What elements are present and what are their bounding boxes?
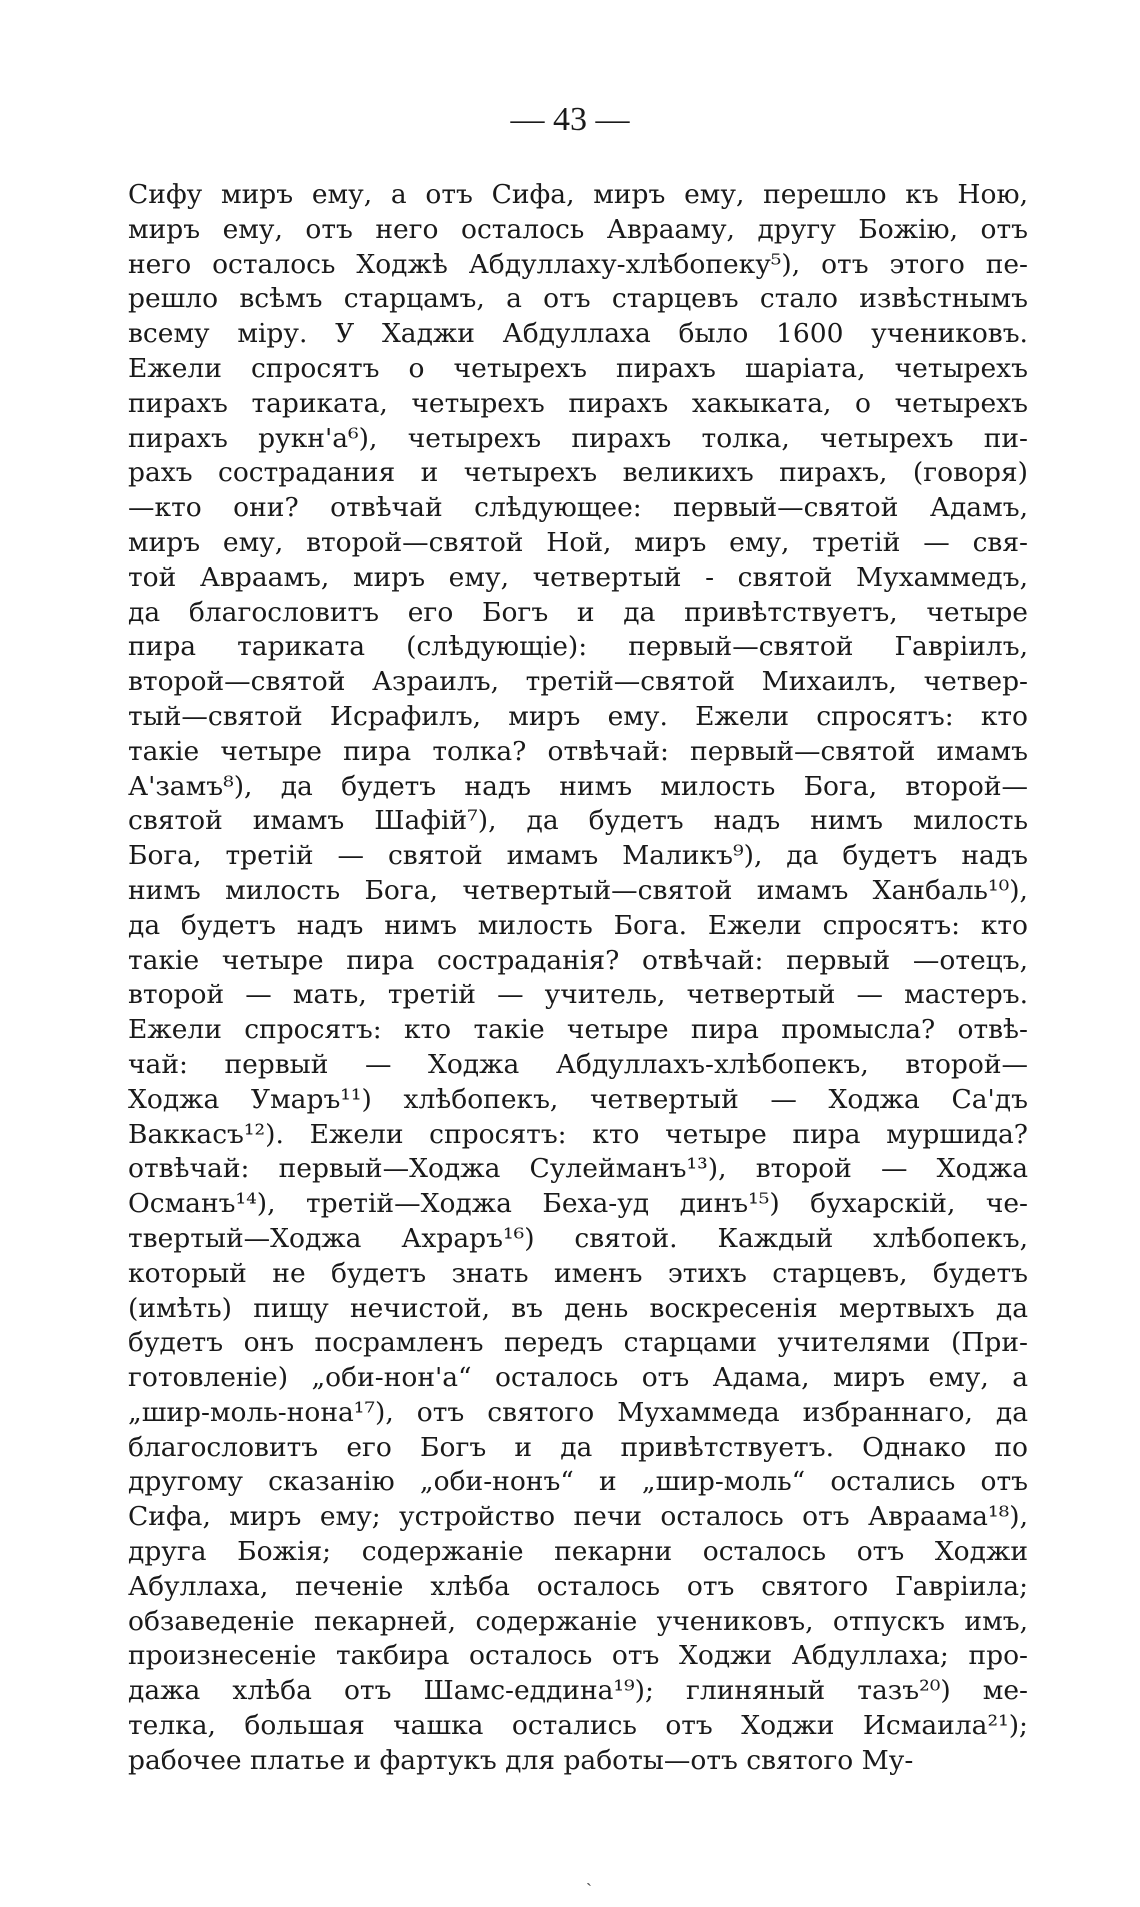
- text-line: святой имамъ Шафiй⁷), да будетъ надъ нимъ милость: [128, 805, 1028, 837]
- text-line: произнесенiе такбира осталось отъ Ходжи Абдуллаха; про-: [128, 1640, 1028, 1672]
- text-line: него осталось Ходжѣ Абдуллаху-хлѣбопеку⁵), отъ этого пе-: [128, 248, 1028, 280]
- text-line: который не будетъ знать именъ этихъ старцевъ, будетъ: [128, 1257, 1028, 1289]
- text-line: той Авраамъ, миръ ему, четвертый - святой Мухаммедъ,: [128, 561, 1028, 593]
- text-line: Ваккасъ¹²). Ежели спросятъ: кто четыре пира муршида?: [128, 1118, 1028, 1150]
- text-line: Сифу миръ ему, а отъ Сифа, миръ ему, перешло къ Ною,: [128, 179, 1028, 210]
- text-line: другому сказанiю „оби-нонъ“ и „шир-моль“ остались отъ: [128, 1466, 1028, 1498]
- stray-ink-mark: ˏ: [586, 1866, 592, 1886]
- text-line: решло всѣмъ старцамъ, а отъ старцевъ стало извѣстнымъ: [128, 283, 1028, 315]
- text-line: рахъ сострадания и четырехъ великихъ пирахъ, (говоря): [128, 457, 1028, 489]
- text-line: пирахъ тариката, четырехъ пирахъ хакыката, о четырехъ: [128, 387, 1028, 419]
- text-line: да благословитъ его Богъ и да привѣтствуетъ, четыре: [128, 596, 1028, 628]
- text-line: пирахъ рукн'а⁶), четырехъ пирахъ толка, четырехъ пи-: [128, 422, 1028, 454]
- text-line: да будетъ надъ нимъ милость Бога. Ежели спросятъ: кто: [128, 909, 1028, 941]
- page-number: — 43 —: [510, 101, 630, 138]
- text-line: обзаведенiе пекарней, содержанiе учениковъ, отпускъ имъ,: [128, 1605, 1028, 1637]
- text-line: твертый—Ходжа Ахраръ¹⁶) святой. Каждый хлѣбопекъ,: [128, 1222, 1028, 1254]
- text-line: нимъ милость Бога, четвертый—святой имамъ Ханбаль¹⁰),: [128, 874, 1028, 906]
- text-line: Ежели спросятъ о четырехъ пирахъ шарiата, четырехъ: [128, 352, 1028, 384]
- text-line: друга Божiя; содержанiе пекарни осталось отъ Ходжи: [128, 1536, 1028, 1568]
- text-line: Бога, третiй — святой имамъ Маликъ⁹), да будетъ надъ: [128, 840, 1028, 872]
- text-line: Ходжа Умаръ¹¹) хлѣбопекъ, четвертый — Ходжа Са'дъ: [128, 1083, 1028, 1115]
- text-line: такiе четыре пира толка? отвѣчай: первый—святой имамъ: [128, 735, 1028, 767]
- text-line: телка, большая чашка остались отъ Ходжи Исмаила²¹);: [128, 1710, 1028, 1742]
- text-line: А'замъ⁸), да будетъ надъ нимъ милость Бога, второй—: [128, 770, 1028, 802]
- text-line: тый—святой Исрафилъ, миръ ему. Ежели спросятъ: кто: [128, 700, 1028, 732]
- text-line: отвѣчай: первый—Ходжа Сулейманъ¹³), второй — Ходжа: [128, 1153, 1028, 1185]
- text-line: дажа хлѣба отъ Шамс-еддина¹⁹); глиняный тазъ²⁰) ме-: [128, 1675, 1028, 1707]
- text-line: Сифа, миръ ему; устройство печи осталось отъ Авраама¹⁸),: [128, 1501, 1028, 1533]
- text-line: готовленiе) „оби-нон'а“ осталось отъ Адама, миръ ему, а: [128, 1362, 1028, 1394]
- text-line: второй — мать, третiй — учитель, четвертый — мастеръ.: [128, 979, 1028, 1011]
- text-line: рабочее платье и фартукъ для работы—отъ святого Му-: [128, 1744, 914, 1776]
- text-line: —кто они? отвѣчай слѣдующее: первый—святой Адамъ,: [128, 492, 1028, 524]
- text-line: второй—святой Азраилъ, третiй—святой Михаилъ, четвер-: [128, 666, 1028, 698]
- text-line: будетъ онъ посрамленъ передъ старцами учителями (При-: [128, 1327, 1028, 1359]
- text-line: такiе четыре пира состраданiя? отвѣчай: первый —отецъ,: [128, 944, 1028, 976]
- text-line: миръ ему, отъ него осталось Аврааму, другу Божiю, отъ: [128, 213, 1028, 245]
- text-line: Ежели спросятъ: кто такiе четыре пира промысла? отвѣ-: [128, 1014, 1028, 1046]
- text-line: чай: первый — Ходжа Абдуллахъ-хлѣбопекъ, второй—: [128, 1048, 1028, 1080]
- text-line: всему мiру. У Хаджи Абдуллаха было 1600 учениковъ.: [128, 318, 1028, 350]
- text-line: (имѣть) пищу нечистой, въ день воскресенiя мертвыхъ да: [128, 1292, 1028, 1324]
- text-line: благословитъ его Богъ и да привѣтствуетъ. Однако по: [128, 1431, 1028, 1463]
- text-line: Османъ¹⁴), третiй—Ходжа Беха-уд динъ¹⁵) бухарскiй, че-: [128, 1188, 1028, 1220]
- text-line: пира тариката (слѣдующiе): первый—святой Гаврiилъ,: [128, 631, 1028, 663]
- text-line: миръ ему, второй—святой Ной, миръ ему, третiй — свя-: [128, 526, 1028, 558]
- body-text: [128, 178, 1028, 1779]
- text-line: „шир-моль-нона¹⁷), отъ святого Мухаммеда избраннаго, да: [128, 1396, 1028, 1428]
- text-line: Абуллаха, печенiе хлѣба осталось отъ святого Гаврiила;: [128, 1570, 1028, 1602]
